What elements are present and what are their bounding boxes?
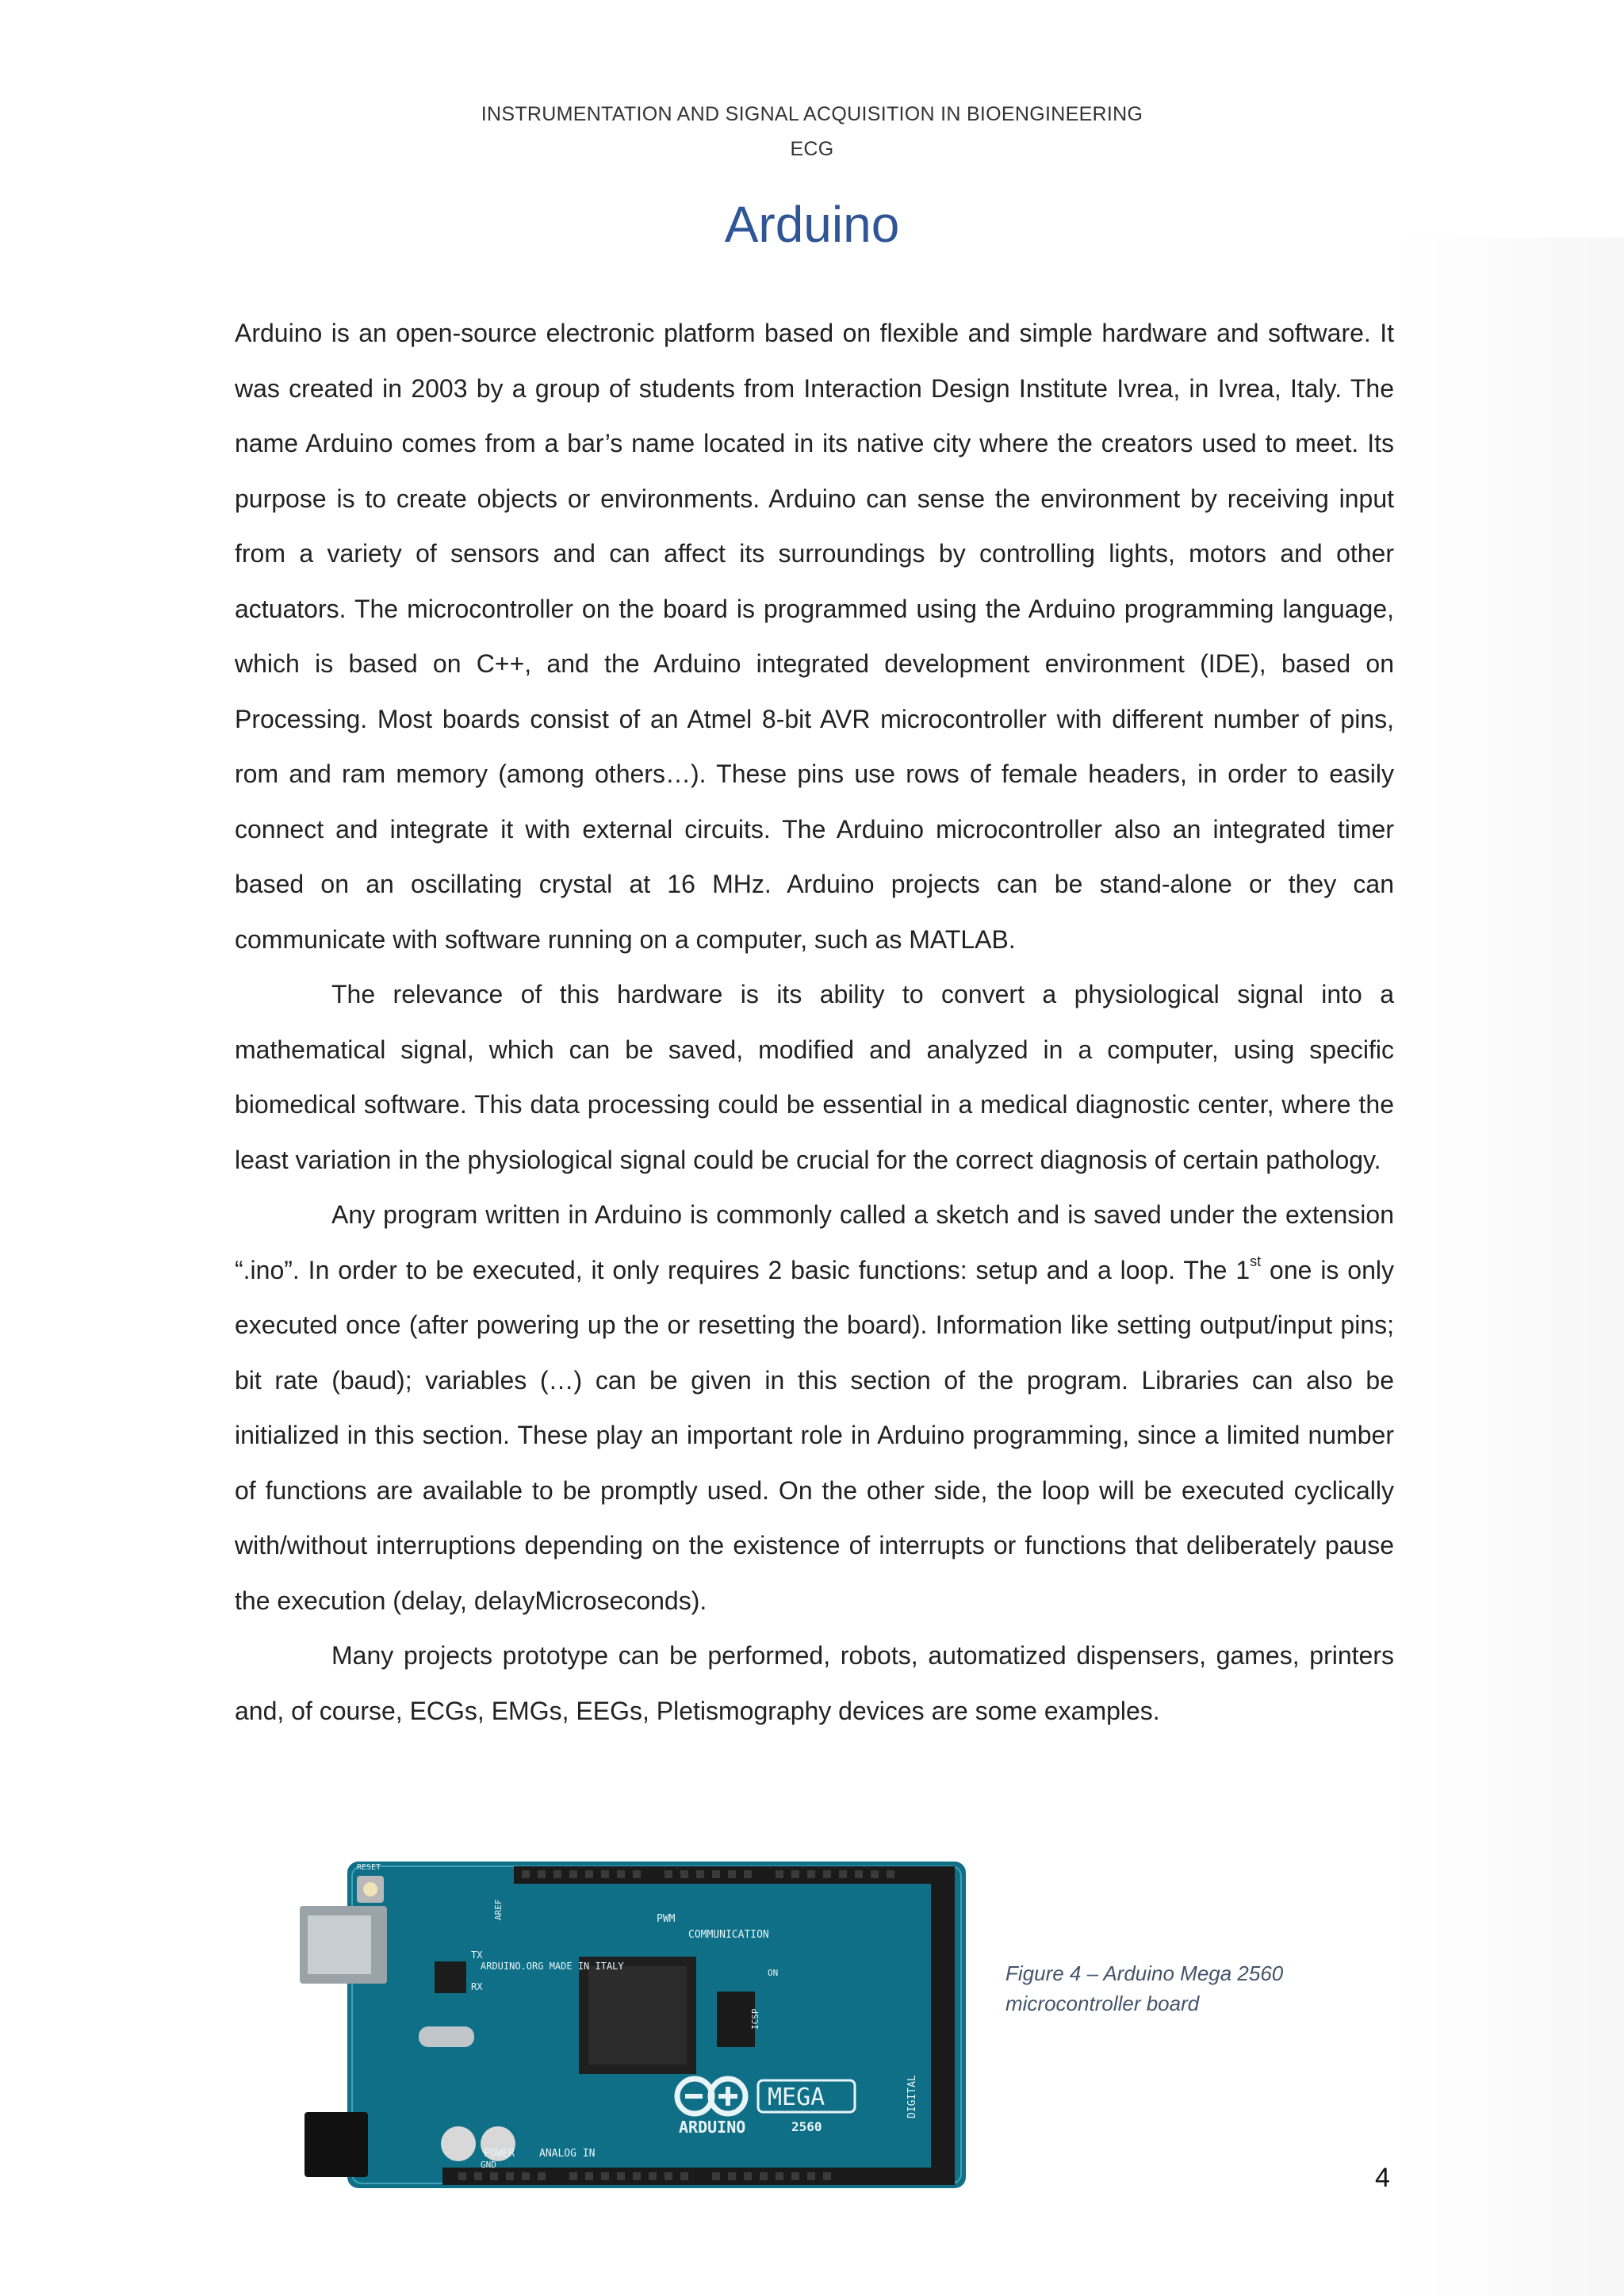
board-model-number: 2560 [791,2119,822,2134]
icsp-label: ICSP [750,2008,760,2030]
board-brand-label: ARDUINO [679,2118,746,2137]
capacitor [441,2126,476,2161]
analog-in-label: ANALOG IN [539,2148,596,2160]
page-shade [1396,238,1624,2296]
header-course-title: INSTRUMENTATION AND SIGNAL ACQUISITION IN BIOENGINEERING [481,103,1143,125]
sketch-text-end: one is only executed once (after powering up the or resetting the board). Information like setting output/input pins; bit rate (baud); variables (…) can be given in this section of the program. Libraries can also be initialized in this section. These play an important role in Arduino programming, since a limited number of functions are available to be promptly used. On the other side, the loop will be executed cyclically with/without interruptions depending on the existence of interrupts or functions that deliberately pause the execution (delay, delayMicroseconds). [235,1255,1395,1615]
paragraph-intro: Arduino is an open-source electronic platform based on flexible and simple hardware and software. It was created in 2003 by a group of students from Interaction Design Institute Ivrea, in Ivrea, Italy. The name Arduino comes from a bar’s name located in its native city where the creators used to meet. Its purpose is to create objects or environments. Arduino can sense the environment by receiving input from a variety of sensors and can affect its surroundings by controlling lights, motors and other actuators. The microcontroller on the board is programmed using the Arduino programming language, which is based on C++, and the Arduino integrated development environment (IDE), based on Processing. Most boards consist of an Atmel 8-bit AVR microcontroller with different number of pins, rom and ram memory (among others…). These pins use rows of female headers, in order to easily connect and integrate it with external circuits. The Arduino microcontroller also an integrated timer based on an oscillating crystal at 16 MHz. Arduino projects can be stand-alone or they can communicate with software running on a computer, such as MATLAB. [235,319,1394,954]
ordinal-superscript: st [1250,1253,1262,1269]
body-text [235,306,1394,1739]
made-in-italy-label: ARDUINO.ORG MADE IN ITALY [481,1961,624,1972]
paragraph-examples: Many projects prototype can be performed, robots, automatized dispensers, games, printers and, of course, ECGs, EMGs, EEGs, Pletismography devices are some examples. [235,1641,1394,1725]
pwm-label: PWM [657,1913,676,1925]
sketch-text-start: Any program written in Arduino is commonly called a sketch and is saved under the extension “.ino”. In order to be executed, it only requires 2 basic functions: setup and a loop. The 1 [235,1200,1394,1284]
on-led-label: ON [768,1968,779,1978]
gnd-label: GND [481,2160,496,2170]
page-title: Arduino [724,196,900,253]
arduino-board-figure [300,1857,975,2194]
tx-label: TX [471,1950,483,1961]
reset-label: RESET [357,1863,381,1872]
aref-label: AREF [493,1899,504,1920]
header-section: ECG [790,138,834,160]
power-jack [304,2112,368,2177]
arduino-mega-board-image [300,1857,975,2194]
paragraph-relevance: The relevance of this hardware is its ability to convert a physiological signal into a mathematical signal, which can be saved, modified and analyzed in a computer, using specific biomedical software. This data processing could be essential in a medical diagnostic center, where the least variation in the physiological signal could be crucial for the correct diagnosis of certain pathology. [235,980,1394,1174]
figure-caption: Figure 4 – Arduino Mega 2560 microcontroller board [1005,1961,1284,2015]
icsp-header [717,1992,755,2047]
digital-label: DIGITAL [906,2075,918,2118]
rx-label: RX [471,1981,483,1992]
crystal [419,2026,474,2047]
bottom-pin-header [442,2168,952,2185]
power-label: POWER [484,2148,515,2160]
right-pin-header [931,1866,955,2185]
running-header [0,97,1624,166]
board-model-label: MEGA [768,2084,825,2111]
paragraph-sketch [235,1188,1394,1628]
communication-label: COMMUNICATION [688,1929,769,1941]
page-number: 4 [1375,2163,1390,2193]
